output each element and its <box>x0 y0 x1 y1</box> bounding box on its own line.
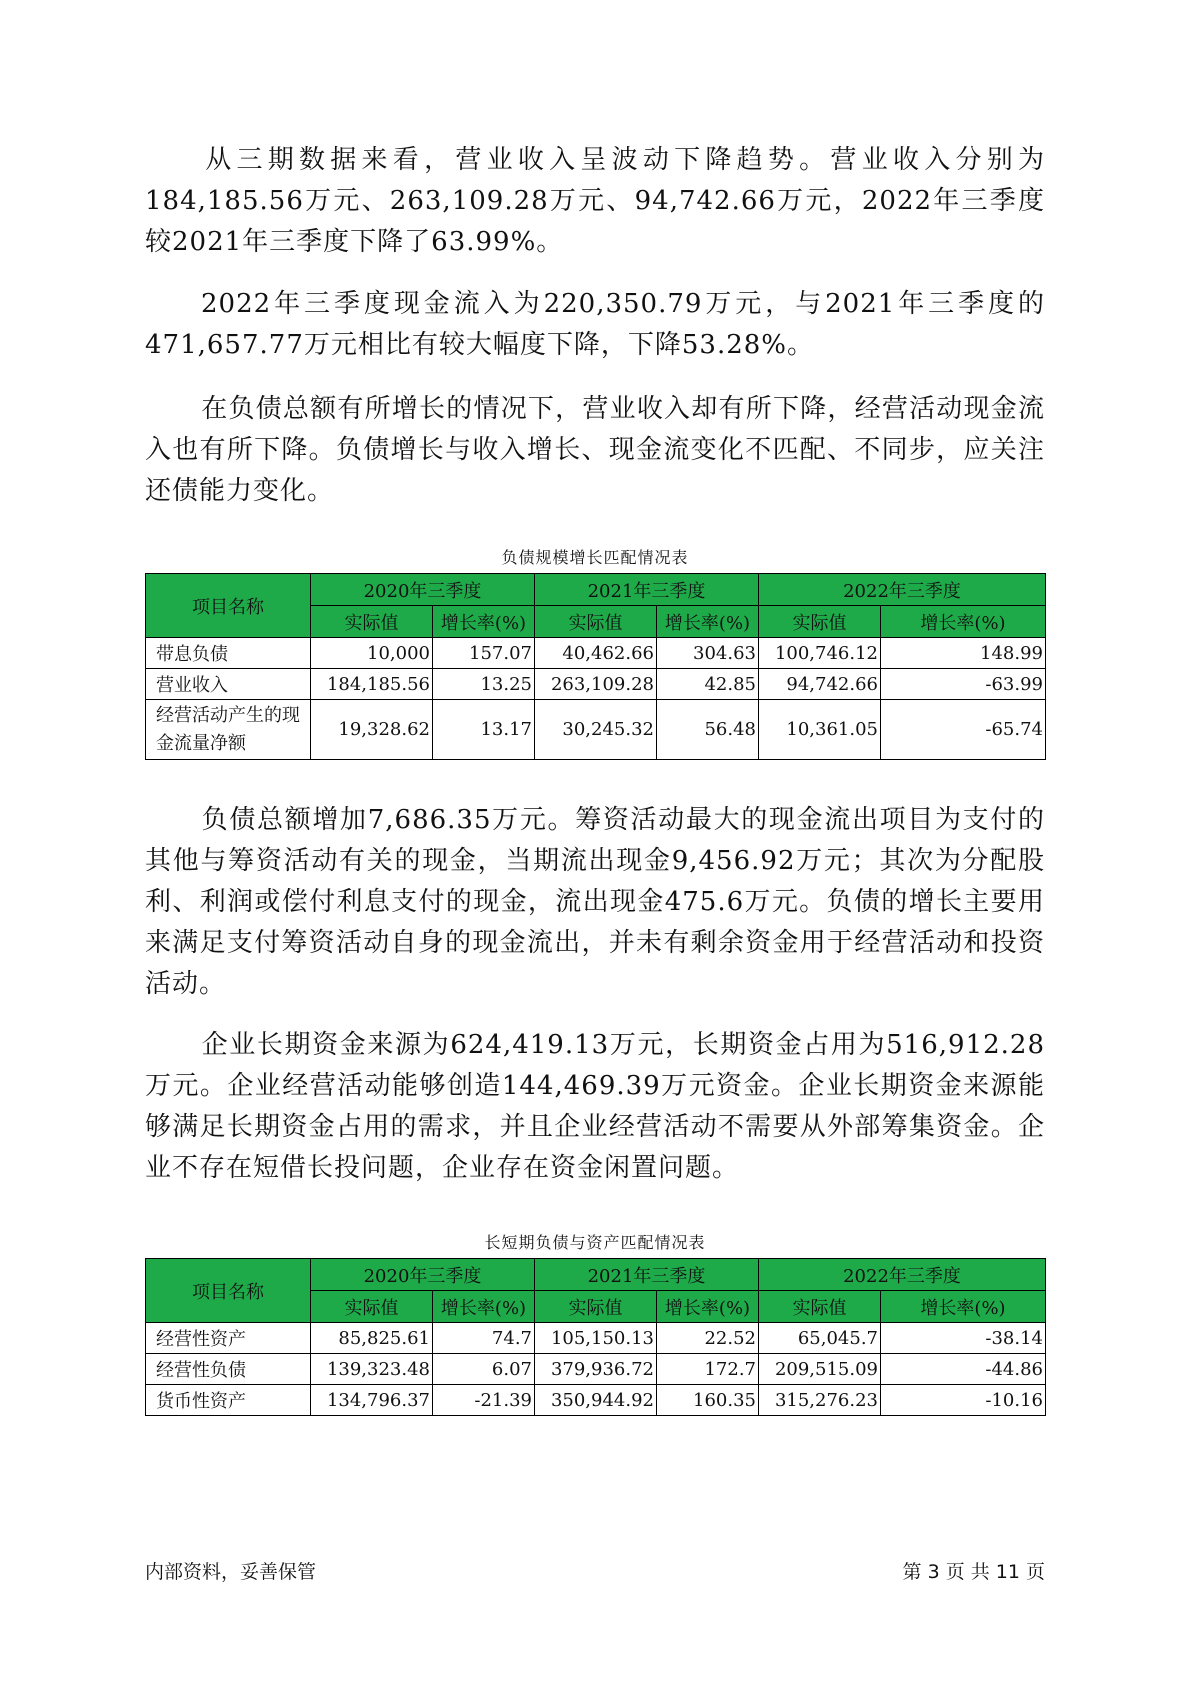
confidentiality-note: 内部资料，妥善保管 <box>145 1561 317 1583</box>
header-period: 2021年三季度 <box>535 574 759 606</box>
row-name: 货币性资产 <box>146 1385 311 1416</box>
paragraph-text: 从三期数据来看，营业收入呈波动下降趋势。营业收入分别为184,185.56万元、263,109.28万元、94,742.66万元，2022年三季度较2021年三季度下降了63.99%。 <box>145 145 1045 257</box>
row-name: 经营性负债 <box>146 1354 311 1385</box>
cell-value: 304.63 <box>657 638 759 669</box>
cell-value: -10.16 <box>881 1385 1046 1416</box>
row-name: 带息负债 <box>146 638 311 669</box>
cell-value: -21.39 <box>433 1385 535 1416</box>
cell-value: -44.86 <box>881 1354 1046 1385</box>
header-period: 2020年三季度 <box>311 574 535 606</box>
page-number: 第 3 页 共 11 页 <box>902 1561 1045 1583</box>
header-growth: 增长率(%) <box>433 1291 535 1323</box>
cell-value: 56.48 <box>657 700 759 760</box>
cell-value: 379,936.72 <box>535 1354 657 1385</box>
cell-value: 263,109.28 <box>535 669 657 700</box>
cell-value: 209,515.09 <box>759 1354 881 1385</box>
header-growth: 增长率(%) <box>881 1291 1046 1323</box>
cell-value: 85,825.61 <box>311 1323 433 1354</box>
paragraph-long-term-funds <box>145 1025 1045 1189</box>
cell-value: 30,245.32 <box>535 700 657 760</box>
cell-value: 42.85 <box>657 669 759 700</box>
header-item-name: 项目名称 <box>146 574 311 638</box>
header-period: 2022年三季度 <box>759 574 1046 606</box>
cell-value: 65,045.7 <box>759 1323 881 1354</box>
cell-value: 13.25 <box>433 669 535 700</box>
cell-value: 172.7 <box>657 1354 759 1385</box>
cell-value: 13.17 <box>433 700 535 760</box>
header-actual: 实际值 <box>311 606 433 638</box>
cell-value: -63.99 <box>881 669 1046 700</box>
paragraph-cash-inflow <box>145 284 1045 366</box>
header-item-name: 项目名称 <box>146 1259 311 1323</box>
cell-value: 19,328.62 <box>311 700 433 760</box>
table-row <box>146 700 1046 760</box>
cell-value: 94,742.66 <box>759 669 881 700</box>
cell-value: 148.99 <box>881 638 1046 669</box>
header-actual: 实际值 <box>535 606 657 638</box>
cell-value: -65.74 <box>881 700 1046 760</box>
table-row <box>146 1354 1046 1385</box>
debt-growth-table <box>145 573 1046 760</box>
cell-value: -38.14 <box>881 1323 1046 1354</box>
cell-value: 157.07 <box>433 638 535 669</box>
cell-value: 134,796.37 <box>311 1385 433 1416</box>
table-row <box>146 669 1046 700</box>
cell-value: 6.07 <box>433 1354 535 1385</box>
cell-value: 160.35 <box>657 1385 759 1416</box>
header-period: 2021年三季度 <box>535 1259 759 1291</box>
paragraph-debt-mismatch <box>145 389 1045 512</box>
header-growth: 增长率(%) <box>433 606 535 638</box>
table-row <box>146 1323 1046 1354</box>
cell-value: 40,462.66 <box>535 638 657 669</box>
table-row <box>146 1385 1046 1416</box>
paragraph-text: 负债总额增加7,686.35万元。筹资活动最大的现金流出项目为支付的其他与筹资活动有关的现金，当期流出现金9,456.92万元；其次为分配股利、利润或偿付利息支付的现金，流出现金475.6万元。负债的增长主要用来满足支付筹资活动自身的现金流出，并未有剩余资金用于经营活动和投资活动。 <box>145 805 1045 999</box>
header-period: 2022年三季度 <box>759 1259 1046 1291</box>
header-actual: 实际值 <box>759 1291 881 1323</box>
row-name: 经营性资产 <box>146 1323 311 1354</box>
table-caption: 负债规模增长匹配情况表 <box>501 548 689 567</box>
row-name: 营业收入 <box>146 669 311 700</box>
cell-value: 100,746.12 <box>759 638 881 669</box>
header-actual: 实际值 <box>311 1291 433 1323</box>
paragraph-text: 企业长期资金来源为624,419.13万元，长期资金占用为516,912.28万元。企业经营活动能够创造144,469.39万元资金。企业长期资金来源能够满足长期资金占用的需求，并且企业经营活动不需要从外部筹集资金。企业不存在短借长投问题，企业存在资金闲置问题。 <box>145 1030 1045 1183</box>
cell-value: 74.7 <box>433 1323 535 1354</box>
table-row <box>146 638 1046 669</box>
cell-value: 10,361.05 <box>759 700 881 760</box>
cell-value: 139,323.48 <box>311 1354 433 1385</box>
cell-value: 105,150.13 <box>535 1323 657 1354</box>
header-actual: 实际值 <box>759 606 881 638</box>
paragraph-text: 在负债总额有所增长的情况下，营业收入却有所下降，经营活动现金流入也有所下降。负债增长与收入增长、现金流变化不匹配、不同步，应关注还债能力变化。 <box>145 394 1045 506</box>
cell-value: 184,185.56 <box>311 669 433 700</box>
row-name: 经营活动产生的现金流量净额 <box>146 700 311 760</box>
header-growth: 增长率(%) <box>657 1291 759 1323</box>
asset-liability-table <box>145 1258 1046 1416</box>
header-growth: 增长率(%) <box>657 606 759 638</box>
header-growth: 增长率(%) <box>881 606 1046 638</box>
header-actual: 实际值 <box>535 1291 657 1323</box>
cell-value: 10,000 <box>311 638 433 669</box>
paragraph-text: 2022年三季度现金流入为220,350.79万元，与2021年三季度的471,657.77万元相比有较大幅度下降，下降53.28%。 <box>145 289 1045 360</box>
paragraph-revenue-trend <box>145 140 1045 263</box>
paragraph-financing <box>145 800 1045 1005</box>
header-period: 2020年三季度 <box>311 1259 535 1291</box>
cell-value: 315,276.23 <box>759 1385 881 1416</box>
table-caption: 长短期负债与资产匹配情况表 <box>484 1233 706 1252</box>
cell-value: 22.52 <box>657 1323 759 1354</box>
cell-value: 350,944.92 <box>535 1385 657 1416</box>
